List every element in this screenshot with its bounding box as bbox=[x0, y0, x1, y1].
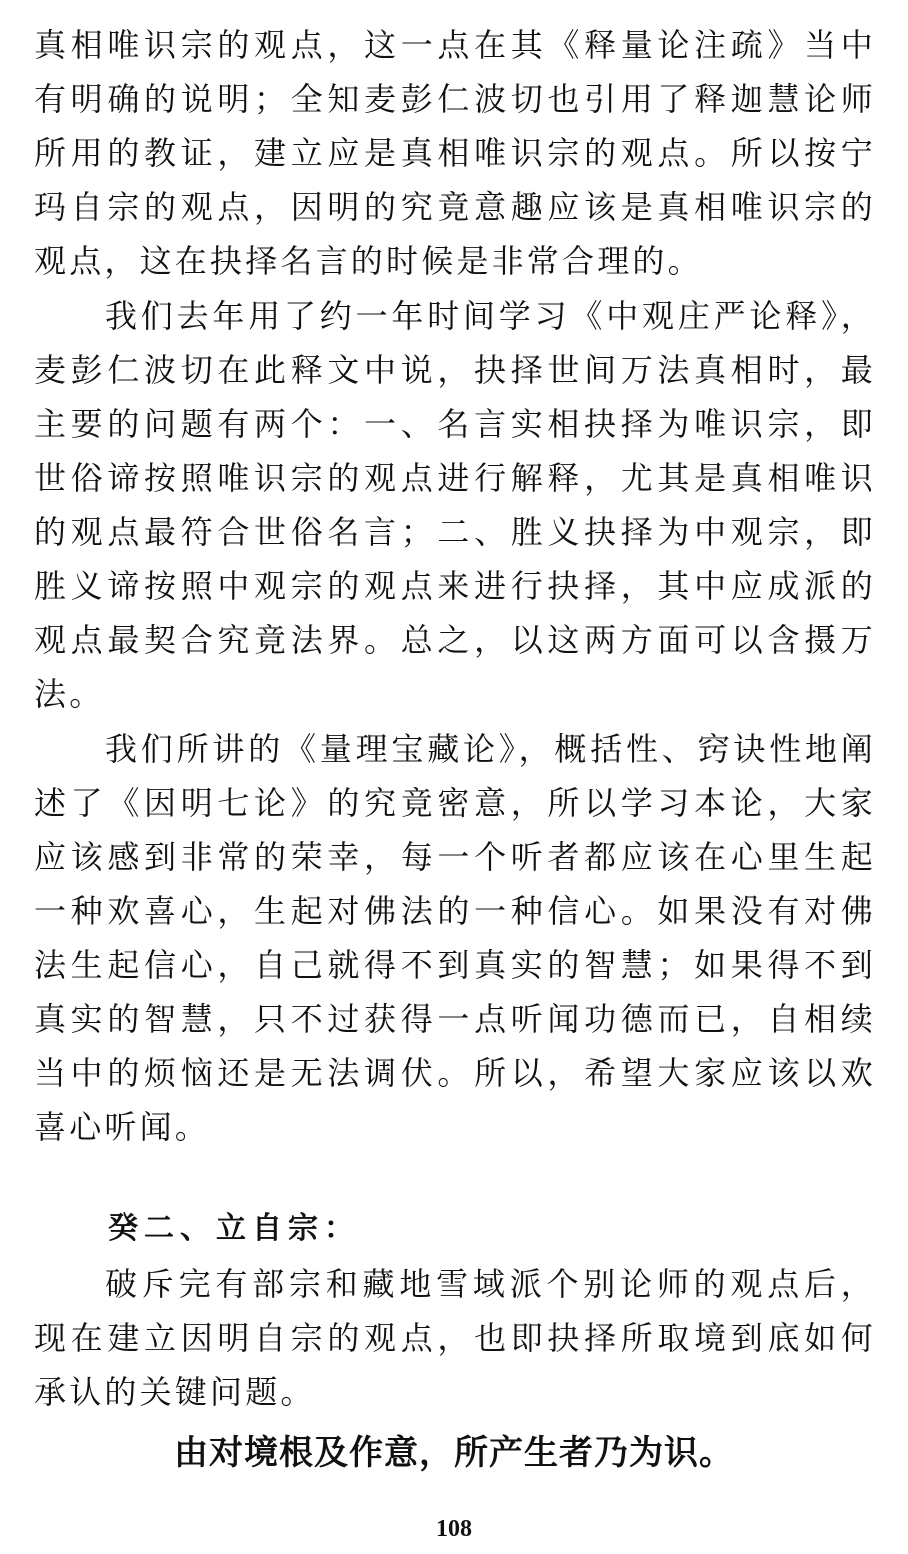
body-paragraph: 我们去年用了约一年时间学习《中观庄严论释》，麦彭仁波切在此释文中说，抉择世间万法真相时，最主要的问题有两个：一、名言实相抉择为唯识宗，即世俗谛按照唯识宗的观点进行解释，尤其是真相唯识的观点最符合世俗名言；二、胜义抉择为中观宗，即胜义谛按照中观宗的观点来进行抉择，其中应成派的观点最契合究竟法界。总之，以这两方面可以含摄万法。 bbox=[34, 297, 876, 713]
section-heading: 癸二、立自宗： bbox=[108, 1211, 360, 1246]
section-paragraph: 破斥完有部宗和藏地雪域派个别论师的观点后，现在建立因明自宗的观点，也即抉择所取境到底如何承认的关键问题。 bbox=[34, 1265, 876, 1411]
page-number: 108 bbox=[436, 1516, 472, 1542]
body-paragraph: 我们所讲的《量理宝藏论》，概括性、窍诀性地阐述了《因明七论》的究竟密意，所以学习本论，大家应该感到非常的荣幸，每一个听者都应该在心里生起一种欢喜心，生起对佛法的一种信心。如果没有对佛法生起信心，自己就得不到真实的智慧；如果得不到真实的智慧，只不过获得一点听闻功德而已，自相续当中的烦恼还是无法调伏。所以，希望大家应该以欢喜心听闻。 bbox=[34, 730, 876, 1146]
root-verse: 由对境根及作意，所产生者乃为识。 bbox=[174, 1433, 734, 1473]
body-paragraph: 真相唯识宗的观点，这一点在其《释量论注疏》当中有明确的说明；全知麦彭仁波切也引用了释迦慧论师所用的教证，建立应是真相唯识宗的观点。所以按宁玛自宗的观点，因明的究竟意趣应该是真相唯识宗的观点，这在抉择名言的时候是非常合理的。 bbox=[34, 26, 876, 280]
